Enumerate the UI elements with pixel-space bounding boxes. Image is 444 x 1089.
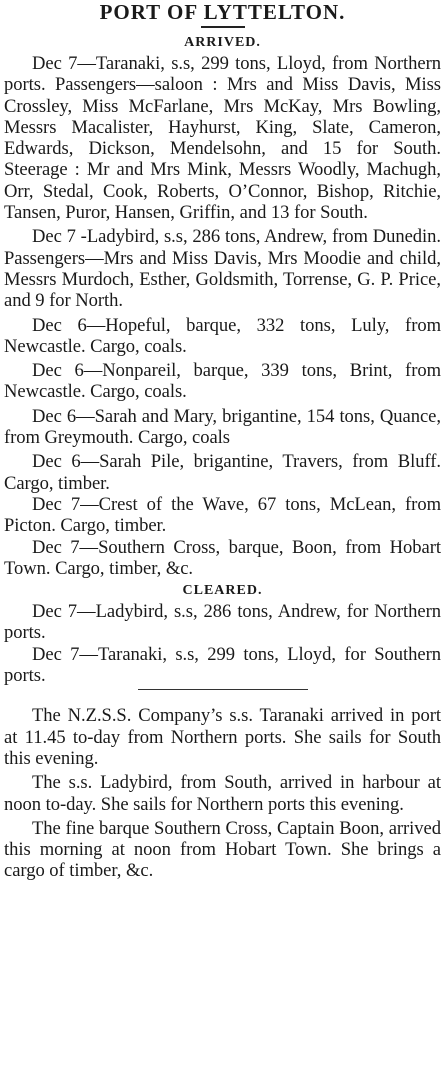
arrival-entry: Dec 6—Sarah Pile, brigantine, Travers, from Bluff. Cargo, timber. — [4, 451, 441, 494]
arrived-list — [4, 53, 441, 579]
shipping-notes — [4, 705, 441, 881]
cleared-entry: Dec 7—Taranaki, s.s, 299 tons, Lloyd, for Southern ports. — [4, 643, 441, 687]
cleared-list — [4, 601, 441, 686]
section-divider — [138, 689, 308, 690]
page-title: PORT OF LYTTELTON. — [99, 0, 346, 24]
shipping-note: The N.Z.S.S. Company’s s.s. Taranaki arrived in port at 11.45 to-day from Northern ports. She sails for South this evening. — [4, 705, 441, 769]
arrival-entry: Dec 6—Hopeful, barque, 332 tons, Luly, from Newcastle. Cargo, coals. — [4, 314, 441, 357]
arrival-entry: Dec 6—Sarah and Mary, brigantine, 154 tons, Quance, from Greymouth. Cargo, coals — [4, 405, 441, 449]
shipping-note: The fine barque Southern Cross, Captain Boon, arrived this morning at noon from Hobart Town. She brings a cargo of timber, &c. — [4, 817, 441, 882]
arrival-entry: Dec 7—Taranaki, s.s, 299 tons, Lloyd, from Northern ports. Passengers—saloon : Mrs and Miss Davis, Miss Crossley, Miss McFarlane, Mrs McKay, Mrs Bowling, Messrs Macalister, Hayhurst, King, Slate, Cameron, Edwards, Dickson, Mendelsohn, and 15 for South. Steerage : Mr and Mrs Mink, Messrs Woodly, Machugh, Orr, Stedal, Cook, Roberts, O’Connor, Bishop, Ritchie, Tansen, Puror, Hansen, Griffin, and 13 for South. — [4, 53, 441, 224]
arrived-heading: ARRIVED. — [184, 35, 261, 50]
arrival-entry: Dec 6—Nonpareil, barque, 339 tons, Brint, from Newcastle. Cargo, coals. — [4, 360, 441, 403]
arrival-entry: Dec 7—Southern Cross, barque, Boon, from Hobart Town. Cargo, timber, &c. — [4, 536, 441, 579]
cleared-heading: CLEARED. — [182, 583, 263, 599]
cleared-entry: Dec 7—Ladybird, s.s, 286 tons, Andrew, for Northern ports. — [4, 601, 441, 644]
arrival-entry: Dec 7 -Ladybird, s.s, 286 tons, Andrew, from Dunedin. Passengers—Mrs and Miss Davis, Mrs Moodie and child, Messrs Murdoch, Esther, Goldsmith, Torrense, G. P. Price, and 9 for North. — [4, 226, 441, 312]
shipping-note: The s.s. Ladybird, from South, arrived in harbour at noon to-day. She sails for Northern ports this evening. — [4, 772, 441, 815]
title-rule — [201, 26, 245, 28]
arrival-entry: Dec 7—Crest of the Wave, 67 tons, McLean, from Picton. Cargo, timber. — [4, 493, 441, 537]
